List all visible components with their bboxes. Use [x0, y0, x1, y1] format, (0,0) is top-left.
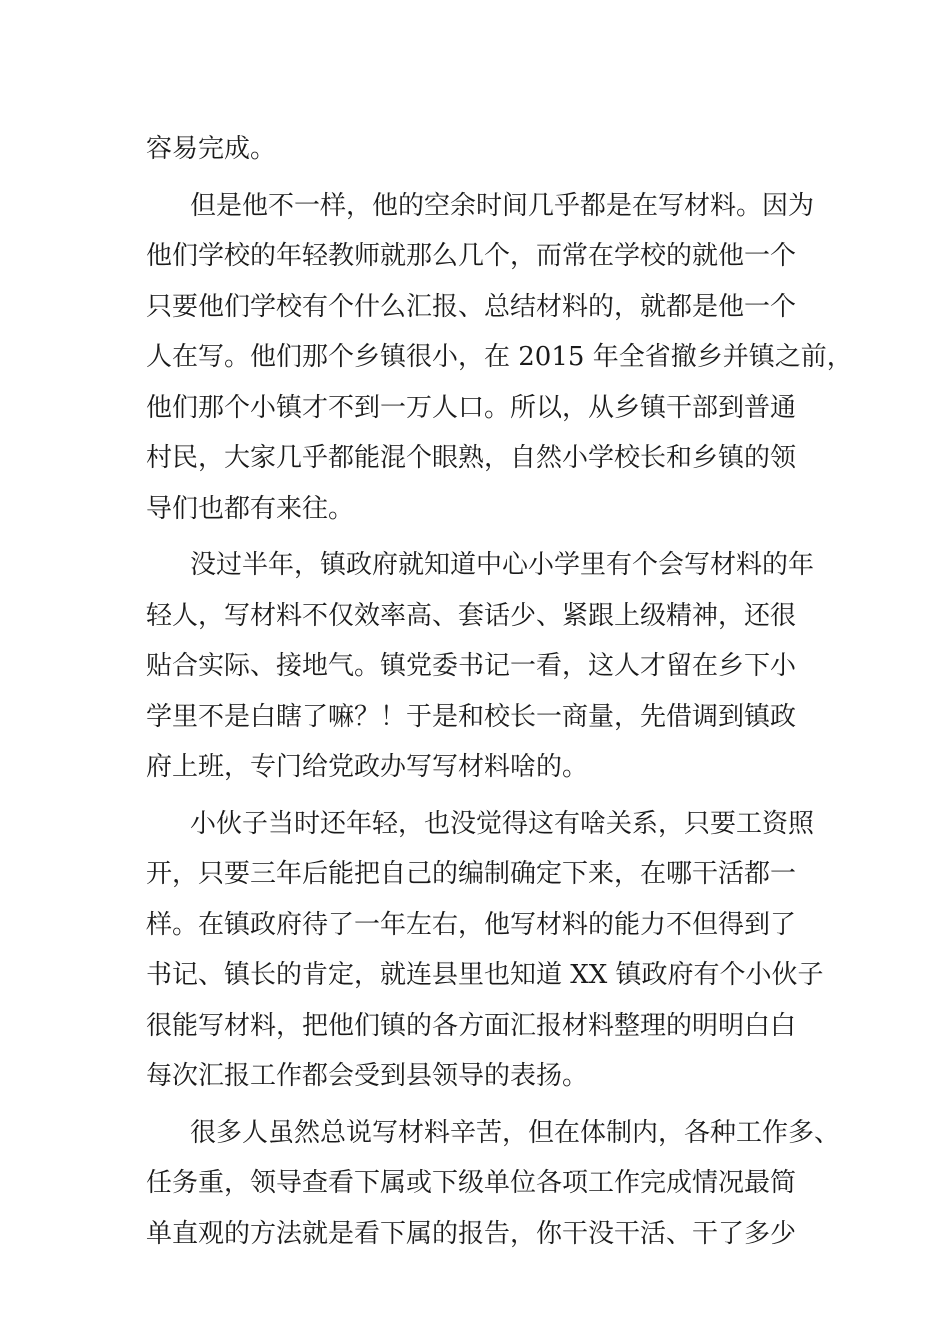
text-line: 学里不是白瞎了嘛？！于是和校长一商量，先借调到镇政	[146, 701, 797, 732]
text-line: 只要他们学校有个什么汇报、总结材料的，就都是他一个	[146, 291, 797, 322]
text-line: 样。在镇政府待了一年左右，他写材料的能力不但得到了	[146, 909, 797, 940]
text-line: 轻人，写材料不仅效率高、套话少、紧跟上级精神，还很	[146, 600, 797, 631]
body-text	[146, 124, 853, 1259]
text-line: 他们学校的年轻教师就那么几个，而常在学校的就他一个	[146, 241, 797, 271]
text-line: 每次汇报工作都会受到县领导的表扬。	[146, 1061, 589, 1091]
text-line: 任务重，领导查看下属或下级单位各项工作完成情况最简	[146, 1168, 797, 1198]
text-line: 开，只要三年后能把自己的编制确定下来，在哪干活都一	[146, 859, 797, 889]
text-line: 单直观的方法就是看下属的报告，你干没干活、干了多少	[146, 1218, 797, 1249]
text-line: 贴合实际、接地气。镇党委书记一看，这人才留在乡下小	[146, 651, 797, 681]
text-line: 小伙子当时还年轻，也没觉得这有啥关系，只要工资照	[190, 808, 815, 839]
text-line: 书记、镇长的肯定，就连县里也知道 XX 镇政府有个小伙子	[146, 960, 824, 990]
text-line: 但是他不一样，他的空余时间几乎都是在写材料。因为	[190, 190, 815, 221]
text-line: 没过半年，镇政府就知道中心小学里有个会写材料的年	[190, 550, 815, 580]
text-line: 人在写。他们那个乡镇很小，在 2015 年全省撤乡并镇之前，	[146, 342, 853, 372]
text-line: 导们也都有来往。	[146, 493, 355, 524]
text-line: 他们那个小镇才不到一万人口。所以，从乡镇干部到普通	[146, 392, 797, 423]
text-line: 容易完成。	[146, 134, 277, 164]
text-line: 很多人虽然总说写材料辛苦，但在体制内，各种工作多、	[190, 1117, 841, 1148]
text-line: 村民，大家几乎都能混个眼熟，自然小学校长和乡镇的领	[146, 443, 797, 473]
text-line: 很能写材料，把他们镇的各方面汇报材料整理的明明白白	[146, 1010, 797, 1041]
text-line: 府上班，专门给党政办写写材料啥的。	[146, 752, 589, 782]
